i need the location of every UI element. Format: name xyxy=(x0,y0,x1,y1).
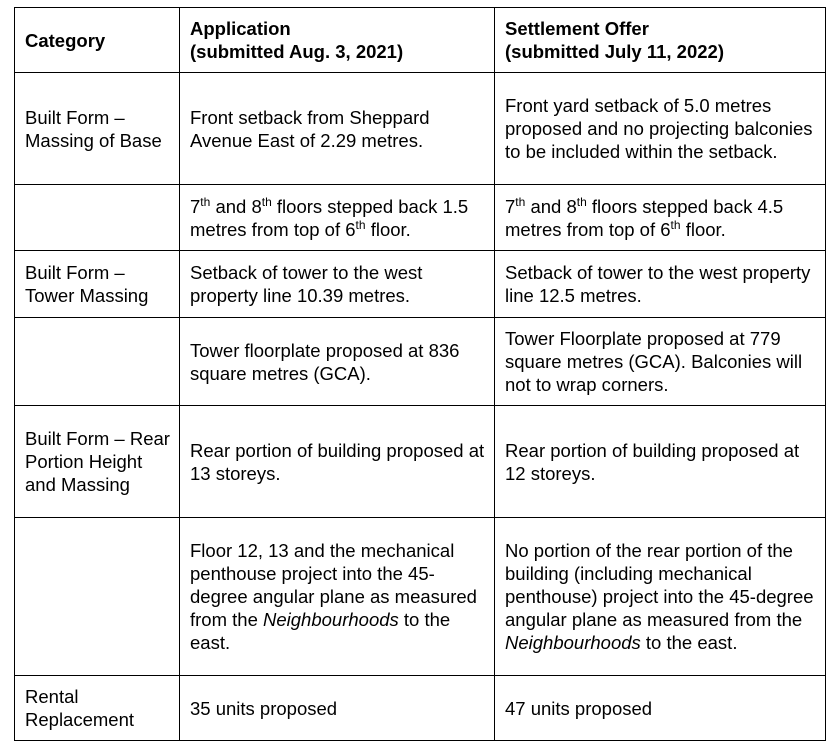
category-cell: Rental Replacement xyxy=(15,676,180,741)
header-category: Category xyxy=(15,8,180,73)
application-cell: 7th and 8th floors stepped back 1.5 metres from top of 6th floor. xyxy=(180,185,495,251)
category-cell xyxy=(15,518,180,676)
header-settlement-date: (submitted July 11, 2022) xyxy=(505,41,725,62)
settlement-cell: Front yard setback of 5.0 metres proposed and no projecting balconies to be included within the setback. xyxy=(495,73,826,185)
header-settlement-title: Settlement Offer xyxy=(505,18,649,39)
header-application-date: (submitted Aug. 3, 2021) xyxy=(190,41,404,62)
application-cell: Floor 12, 13 and the mechanical penthouse project into the 45-degree angular plane as measured from the Neighbourhoods to the east. xyxy=(180,518,495,676)
settlement-cell: 47 units proposed xyxy=(495,676,826,741)
application-cell: Front setback from Sheppard Avenue East of 2.29 metres. xyxy=(180,73,495,185)
table-row xyxy=(15,185,826,251)
table-row xyxy=(15,73,826,185)
table-header-row xyxy=(15,8,826,73)
application-cell: 35 units proposed xyxy=(180,676,495,741)
table-row xyxy=(15,251,826,318)
category-cell xyxy=(15,318,180,406)
category-cell xyxy=(15,185,180,251)
neighbourhoods-term: Neighbourhoods xyxy=(263,609,399,630)
application-cell: Setback of tower to the west property line 10.39 metres. xyxy=(180,251,495,318)
header-application-title: Application xyxy=(190,18,291,39)
table-row xyxy=(15,318,826,406)
settlement-cell: No portion of the rear portion of the building (including mechanical penthouse) project into the 45-degree angular plane as measured from the Neighbourhoods to the east. xyxy=(495,518,826,676)
category-cell: Built Form – Rear Portion Height and Massing xyxy=(15,406,180,518)
comparison-table xyxy=(14,7,826,741)
table-row xyxy=(15,676,826,741)
settlement-cell: Setback of tower to the west property line 12.5 metres. xyxy=(495,251,826,318)
application-cell: Tower floorplate proposed at 836 square metres (GCA). xyxy=(180,318,495,406)
neighbourhoods-term: Neighbourhoods xyxy=(505,632,641,653)
table-row xyxy=(15,406,826,518)
category-cell: Built Form – Massing of Base xyxy=(15,73,180,185)
header-application xyxy=(180,8,495,73)
settlement-cell: Tower Floorplate proposed at 779 square metres (GCA). Balconies will not to wrap corners. xyxy=(495,318,826,406)
header-settlement xyxy=(495,8,826,73)
settlement-cell: 7th and 8th floors stepped back 4.5 metres from top of 6th floor. xyxy=(495,185,826,251)
settlement-cell: Rear portion of building proposed at 12 storeys. xyxy=(495,406,826,518)
category-cell: Built Form – Tower Massing xyxy=(15,251,180,318)
application-cell: Rear portion of building proposed at 13 storeys. xyxy=(180,406,495,518)
table-row xyxy=(15,518,826,676)
